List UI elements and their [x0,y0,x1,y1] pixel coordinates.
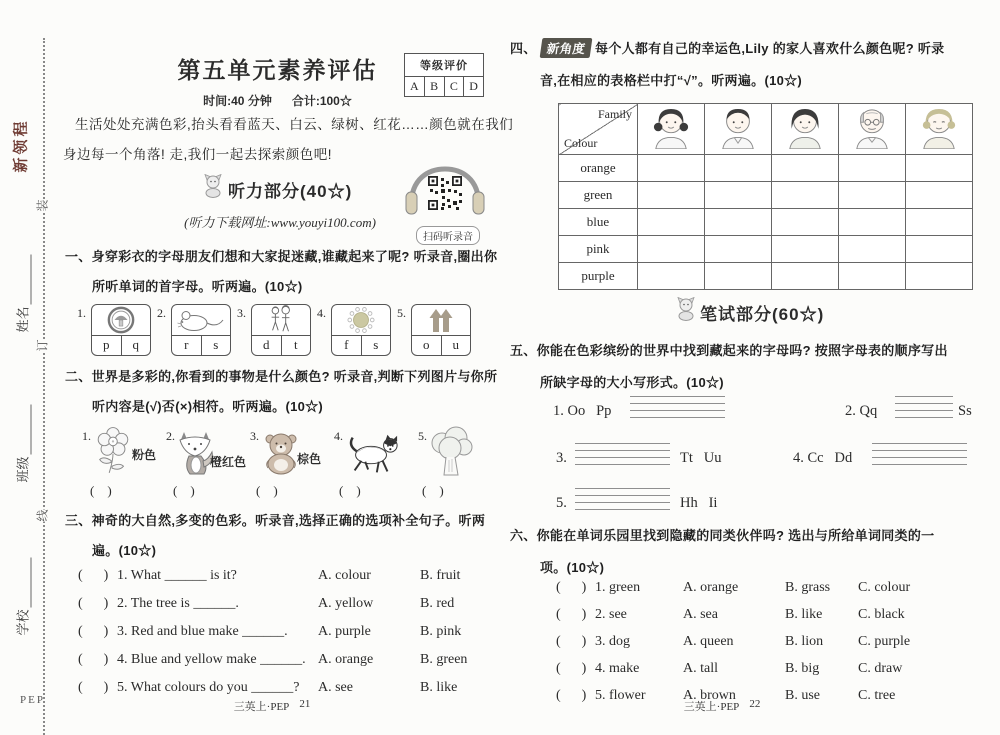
s6-question-row [556,607,976,625]
s1-letter-box [411,304,471,356]
intro-line-2: 身边每一个角落! 走,我们一起去探索颜色吧! [63,147,333,162]
answer-cell [705,155,772,182]
option-a: A. purple [318,624,371,639]
s2-color-label: 粉色 [132,448,157,462]
answer-cell [705,209,772,236]
brand-logo: 新领程 [12,118,30,173]
portrait-grandmother-icon [906,104,973,155]
option-b: B. green [420,652,468,667]
grade-c: C [445,77,465,96]
option-c: C. tree [858,688,896,703]
grade-b: B [425,77,445,96]
s3-question-row [78,680,488,698]
children-icon [252,305,310,335]
question-word: 1. green [595,580,641,595]
writing-lines-blank [895,396,953,418]
answer-cell [839,263,906,290]
bear-icon [260,431,302,480]
colour-row-label: purple [559,263,638,290]
corner-colour-label: Colour [564,136,598,150]
listening-download-url: (听力下载网址:www.youyi100.com) [184,215,376,230]
s1-item-number: 2. [157,306,166,320]
s5-item [556,450,567,467]
s3-question-row [78,652,488,670]
answer-paren: ( ) [78,680,109,695]
s2-item-number: 3. [250,429,259,443]
option-b: B. pink [420,624,462,639]
colour-row-label: blue [559,209,638,236]
fox-icon [176,430,214,481]
footer-book-label: 三英上·PEP [683,701,740,713]
option-a: A. orange [318,652,374,667]
s5-item-number: 4. [793,450,804,466]
answer-cell [638,236,705,263]
portrait-mother-icon [772,104,839,155]
exam-meta: 时间:40 分钟 合计:100☆ [203,94,352,108]
page-title: 第五单元素养评估 [177,57,378,83]
answer-cell [839,236,906,263]
school-field-label: 学校 [15,609,31,636]
answer-cell [906,263,973,290]
option-a: A. queen [683,634,734,649]
answer-paren: ( ) [556,661,587,676]
section6-heading-line1: 六、你能在单词乐园里找到隐藏的同类伙伴吗? 选出与所给单词同类的一 [510,528,935,543]
family-colour-table [558,103,973,290]
s2-answer-paren: ( ) [256,483,278,498]
name-field [13,233,32,333]
s1-letter-box [91,304,151,356]
s1-letter-box [171,304,231,356]
letter-option: u [452,337,459,352]
section3-heading-line2: 遍。(10☆) [92,543,157,558]
option-c: C. colour [858,580,911,595]
s2-item-number: 4. [334,429,343,443]
option-b: B. like [785,607,823,622]
question-word: 4. make [595,661,640,676]
answer-paren: ( ) [556,634,587,649]
answer-paren: ( ) [78,568,109,583]
answer-cell [638,182,705,209]
letter-option: s [373,337,379,352]
headphones-icon [403,164,487,231]
question-text: 3. Red and blue make ______. [117,624,288,639]
portrait-father-icon [705,104,772,155]
s5-item-number: 5. [556,495,567,511]
option-a: A. brown [683,688,736,703]
s2-answer-paren: ( ) [422,483,444,498]
answer-paren: ( ) [556,607,587,622]
answer-cell [839,209,906,236]
name-field-line [17,254,32,304]
s5-given-letters: Cc Dd [807,450,853,466]
option-c: C. purple [858,634,911,649]
colour-row-label: pink [559,236,638,263]
answer-cell [839,155,906,182]
question-text: 2. The tree is ______. [117,596,239,611]
option-b: B. like [420,680,458,695]
option-b: B. grass [785,580,831,595]
letter-option: o [412,336,442,355]
school-field-line [17,557,32,607]
s1-item-number: 4. [317,306,326,320]
grade-d: D [469,79,478,93]
s1-letter-box [331,304,391,356]
section4-number: 四、 [510,41,537,56]
qr-caption: 扫码听录音 [416,226,480,245]
listening-section-title: 听力部分(40☆) [228,182,353,201]
table-corner-cell [559,104,638,155]
tree-icon [428,426,474,481]
s5-item [556,495,567,512]
answer-cell [906,182,973,209]
s5-given-letters: Hh Ii [680,495,718,511]
binding-char-ding: 订 [33,339,52,351]
letter-option: d [252,336,282,355]
answer-cell [772,236,839,263]
s2-color-label: 棕色 [297,452,322,466]
option-b: B. big [785,661,820,676]
answer-cell [638,209,705,236]
s2-item-number: 1. [82,429,91,443]
answer-cell [772,182,839,209]
dog-icon [344,434,400,481]
grade-box-title: 等级评价 [405,54,483,77]
answer-cell [906,155,973,182]
section5-heading-line2: 所缺字母的大小写形式。(10☆) [540,375,724,390]
answer-paren: ( ) [556,580,587,595]
page-footer [642,698,802,714]
section2-heading-line2: 听内容是(√)否(×)相符。听两遍。(10☆) [92,399,324,414]
s6-question-row [556,661,976,679]
school-field [13,536,32,636]
answer-cell [906,236,973,263]
section4-heading-text: 每个人都有自己的幸运色,Lily 的家人喜欢什么颜色呢? 听录 [595,41,945,56]
s5-given-letters: Tt Uu [680,450,722,466]
question-text: 5. What colours do you ______? [117,680,300,695]
question-word: 5. flower [595,688,646,703]
option-b: B. red [420,596,455,611]
section1-heading-line1: 一、身穿彩衣的字母朋友们想和大家捉迷藏,谁藏起来了呢? 听录音,圈出你 [65,249,498,264]
s6-question-row [556,580,976,598]
sun-icon [332,305,390,335]
s5-given-letters: Qq [859,403,878,419]
question-word: 3. dog [595,634,630,649]
s5-given-letters: Oo Pp [567,403,612,419]
question-text: 4. Blue and yellow make ______. [117,652,306,667]
answer-cell [705,182,772,209]
option-c: C. black [858,607,905,622]
name-field-label: 姓名 [15,306,31,333]
s1-item-number: 1. [77,306,86,320]
footer-book-label: 三英上·PEP [233,701,290,713]
option-a: A. see [318,680,353,695]
s2-item-number: 2. [166,429,175,443]
written-section-title: 笔试部分(60☆) [700,305,825,324]
answer-paren: ( ) [78,596,109,611]
question-text: 1. What ______ is it? [117,568,237,583]
option-b: B. fruit [420,568,461,583]
answer-cell [772,263,839,290]
letter-option: r [172,336,202,355]
s3-question-row [78,596,488,614]
intro-line-1: 生活处处充满色彩,抬头看看蓝天、白云、绿树、红花……颜色就在我们 [75,117,514,132]
section4-heading-line1 [510,38,945,58]
s5-item [793,450,852,467]
mushroom-badge-icon [92,305,150,335]
letter-option: s [213,337,219,352]
publisher-label: PEP [20,694,45,706]
qr-code [428,176,462,210]
new-angle-badge: 新角度 [539,38,592,58]
mouse-icon [172,305,230,335]
s5-item [553,403,611,420]
option-a: A. yellow [318,596,374,611]
section6-heading-line2: 项。(10☆) [540,560,605,575]
s1-item-number: 3. [237,306,246,320]
option-a: A. tall [683,661,718,676]
answer-cell [638,155,705,182]
section5-heading-line1: 五、你能在色彩缤纷的世界中找到藏起来的字母吗? 按照字母表的顺序写出 [510,343,948,358]
writing-lines-blank [575,443,670,465]
s2-answer-paren: ( ) [90,483,112,498]
letter-option: p [92,336,122,355]
answer-cell [772,155,839,182]
s2-answer-paren: ( ) [173,483,195,498]
portrait-sister-icon [638,104,705,155]
answer-paren: ( ) [78,624,109,639]
s5-given-letters: Ss [958,403,972,419]
writing-lines-blank [575,488,670,510]
s3-question-row [78,568,488,586]
answer-paren: ( ) [78,652,109,667]
page-number: 22 [749,698,761,710]
s2-color-label: 橙红色 [210,455,247,469]
option-a: A. orange [683,580,739,595]
portrait-grandfather-icon [839,104,906,155]
section1-heading-line2: 所听单词的首字母。听两遍。(10☆) [92,279,303,294]
colour-row-label: green [559,182,638,209]
letter-option: f [332,336,362,355]
page-number: 21 [299,698,311,710]
page-footer [192,698,352,714]
s2-answer-paren: ( ) [339,483,361,498]
writing-lines-blank [630,396,725,418]
s1-item-number: 5. [397,306,406,320]
answer-cell [705,263,772,290]
colour-row-label: orange [559,155,638,182]
flower-icon [92,426,134,479]
answer-cell [839,182,906,209]
section2-heading-line1: 二、世界是多彩的,你看到的事物是什么颜色? 听录音,判断下列图片与你所 [65,369,498,384]
option-a: A. colour [318,568,371,583]
cat-icon [203,174,223,203]
answer-cell [705,236,772,263]
letter-option: q [132,337,139,352]
answer-cell [772,209,839,236]
answer-cell [638,263,705,290]
class-field [13,383,32,483]
s5-item-number: 3. [556,450,567,466]
cat-icon [676,297,696,326]
s5-item-number: 2. [845,403,856,419]
binding-char-xian: 线 [33,509,52,521]
section3-heading-line1: 三、神奇的大自然,多变的色彩。听录音,选择正确的选项补全句子。听两 [65,513,486,528]
binding-char-zhuang: 装 [33,199,52,211]
letter-option: t [293,337,298,352]
writing-lines-blank [872,443,967,465]
answer-cell [906,209,973,236]
s3-question-row [78,624,488,642]
grade-a: A [405,77,425,96]
s5-item [845,403,877,420]
corner-family-label: Family [597,107,632,121]
binding-dotted-line [43,38,45,735]
option-a: A. sea [683,607,718,622]
grade-rating-box [404,53,484,97]
up-arrows-icon [412,305,470,335]
class-field-label: 班级 [15,456,31,483]
class-field-line [17,404,32,454]
option-b: B. use [785,688,820,703]
section4-heading-line2: 音,在相应的表格栏中打“√”。听两遍。(10☆) [540,73,803,88]
answer-paren: ( ) [556,688,587,703]
question-word: 2. see [595,607,627,622]
option-b: B. lion [785,634,824,649]
s6-question-row [556,634,976,652]
s2-item-number: 5. [418,429,427,443]
s5-item-number: 1. [553,403,564,419]
option-c: C. draw [858,661,903,676]
s1-letter-box [251,304,311,356]
